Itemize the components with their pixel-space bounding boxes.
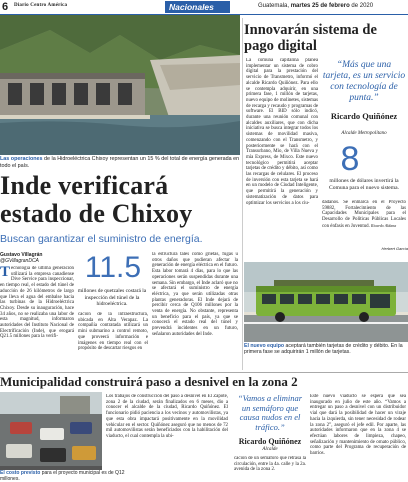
caption-text: aceptará también tarjetas de crédito y débito. En la primera fase se adquirirán 1 millón de tarjetas.: [244, 343, 403, 356]
pago-quote-role: Alcalde Metropolitano: [341, 131, 387, 136]
caption-lead: El nuevo equipo: [244, 343, 285, 349]
desnivel-column-3: Este nuevo viaducto se espera que sea inaugurado en julio de este año. “Vamos a entregar un paso a desnivel con un distribuidor vial que dará la posibilidad de hacer un viraje hacia la izquierda, sin tener necesidad de rodear la zona 2”, aseguró el jefe edil. Por aparte, las autoridades informaron que en la zona 4 se efectúan labores de limpieza, chapeo, señalización y mantenimiento de ornato público, como parte del Programa de recuperación de barrios.: [310, 394, 406, 457]
chixoy-column-1: [0, 266, 74, 370]
dateline: [258, 3, 373, 9]
chixoy-big-number-caption: millones de quetzales costará la inspección del túnel de la hidroeléctrica.: [77, 288, 147, 308]
chixoy-column-2: cación de la infraestructura, ubicada en Alta Verapaz. La compañía contratada utilizará un mini submarino a control remoto, que proveerá información e imágenes en tiempo real con el propósito de descartar riesgos en: [78, 312, 148, 352]
caption-lead: Las operaciones: [0, 156, 43, 162]
pago-col2-credit: Ricardo Aldana: [371, 222, 397, 228]
chixoy-big-number: 11.5: [84, 251, 142, 284]
traffic-illustration: [0, 392, 102, 470]
desnivel-quote-role: Alcalde: [262, 447, 278, 452]
section-label: Nacionales: [165, 1, 230, 13]
pago-pull-quote: “Más que una tarjeta, es un servicio con tecnología de punta.”: [322, 60, 406, 103]
caption-lead: El costo previsto: [0, 470, 41, 476]
pago-big-number: 8: [340, 140, 360, 178]
desnivel-quote-name: Ricardo Quiñónez: [238, 437, 302, 446]
desnivel-column-2: cación de un semáforo que retrasa la circulación, entre la 4a. calle y la 2a. avenida de la zona 2.: [234, 456, 306, 473]
chixoy-headline: Inde verificará estado de Chixoy: [0, 171, 193, 228]
masthead-logo: Diario Centro América: [14, 3, 68, 8]
section-rule: [0, 372, 408, 373]
byline: [0, 252, 60, 264]
dropcap: T: [0, 266, 11, 280]
pago-photo-credit: Herbert García: [381, 246, 408, 251]
caption-text: de la Hidroeléctrica Chixoy representan un 15 % del total de energía generada en todo el país.: [0, 156, 240, 169]
page-number: 6: [2, 1, 9, 13]
chixoy-column-3: la estructura tales como grietas, fugas u otros daños que pudieran afectar la generación de energía eléctrica en el futuro. Esta labor tomará 4 días, para lo que las operaciones serán suspendidas durante una semana. Sin embargo, el Inde aclaró que no se afectará el suministro de energía eléctrica, ya que serán utilizadas otras plantas generadoras. El Inde dejará de percibir cerca de Q106 millones por la venta de energía. No obstante, representa un beneficio para el país, ya que se conocerá el estado real del túnel y prevendrá incidentes en un futuro, señalaron autoridades del Inde.: [152, 252, 238, 337]
pago-column-1: La comuna capitalina planea implementar un sistema de cobro digital para la prestación del servicio de Transmetro, informó el alcalde Ricardo Quiñónez. Para ello se contempla adquirir, en una primera fase, 1 millón de tarjetas, nuevo equipo de molinetes, sistemas de recarga y recaudo y programas de software. El BID sólo indicó, durante una reunión comunal con alcaldes auxiliares, que con dicha iniciativa se busca integrar todos los sistemas de movilidad masiva, comenzando con el Transmetro, y posteriormente se hará con el Transurbano, Mio, de Villa Nueva y mía Express, de Mixco. Este nuevo tecnológico permitirá aceptar tarjetas de crédito y débito, así como las recargas de celulares. El proceso de inversión con esta tarjeta se hará en un modelo de Ciudad Inteligente, que permitirá la generación y sistematización de datos para optimizar los servicios a los ciu-: [246, 58, 318, 206]
column-divider: [242, 18, 243, 370]
zona2-traffic-photo: [0, 392, 102, 470]
chixoy-photo-caption: [0, 156, 240, 170]
chixoy-dam-photo: [0, 15, 240, 155]
byline-handle: @GVillagranDCA: [0, 258, 39, 264]
desnivel-headline: Municipalidad construirá paso a desnivel en la zona 2: [0, 374, 298, 389]
pago-column-2: [322, 200, 406, 244]
pago-headline: Innovarán sistema de pago digital: [244, 22, 377, 54]
transmetro-bus-photo: [244, 262, 408, 342]
pago-quote-name: Ricardo Quiñónez: [330, 111, 398, 121]
dateline-year: de 2020: [351, 3, 374, 9]
desnivel-column-1: Los trabajos de construcción del paso a desnivel en El Zapote, zona 2 de la ciudad, serán finalizados en 6 meses, dio a conocer el alcalde de la ciudad, Ricardo Quiñónez. El funcionario pidió paciencia a los vecinos y automovilistas, ya que esta obra impactará positivamente en la movilidad vehicular en el sector. Quiñónez aseguró que no menos de 72 mil automovilistas serán beneficiados con la habilitación del viaducto, el cual contempla la ubi-: [106, 394, 228, 439]
dateline-date: martes 25 de febrero: [290, 3, 350, 9]
bus-illustration: [244, 262, 408, 342]
transmetro-photo-caption: [244, 343, 408, 356]
dam-illustration: [0, 15, 240, 155]
pago-col2-text: dadanos. Se enmarca en el Proyecto 59882, Fortalecimiento de las Capacidades Municipales para el Desarrollo de Políticas Públicas Locales con énfasis en Juventud.: [322, 200, 406, 229]
pago-big-number-caption: millones de dólares invertirá la Comuna para el nuevo sistema.: [328, 178, 400, 191]
chixoy-subheadline: Buscan garantizar el suministro de energía.: [0, 233, 203, 245]
dateline-city: Guatemala,: [258, 3, 290, 9]
byline-name: Gustavo Villagrán: [0, 252, 43, 258]
caption-text: para el proyecto municipal es de Q12 millones.: [0, 470, 125, 482]
desnivel-pull-quote: “Vamos a eliminar un semáforo que causa nudos en el tráfico.”: [237, 393, 303, 432]
chixoy-col1-text: ecnología de última generación utilizará la empresa canadiense Dive Service para inspeccionar, en tiempo real, el estado del túnel de aducción de 26 kilómetros de largo que lleva el agua del embalse hacia las turbinas de la Hidroeléctrica Chixoy. Desde su inauguración, hace 34 años, no se realizaba una labor de esta magnitud, informaron autoridades del Instituto Nacional de Electrificación (Inde), que erogará Q21.5 millones para la verifi-: [0, 266, 74, 340]
